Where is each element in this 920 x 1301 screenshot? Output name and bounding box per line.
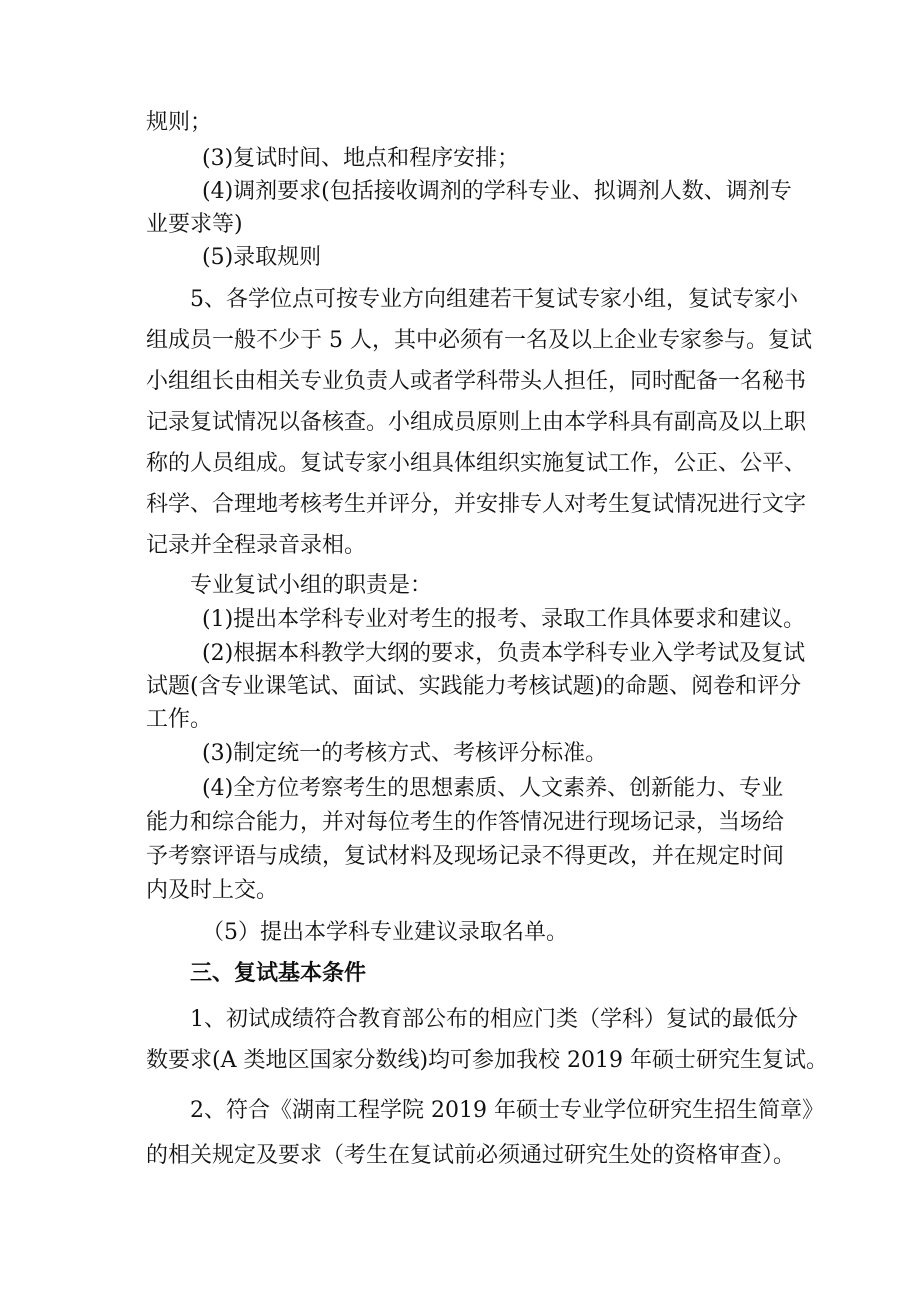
text-line: 专业复试小组的职责是： [190, 573, 433, 598]
text-line: 1、初试成绩符合教育部公布的相应门类（学科）复试的最低分 [190, 1007, 798, 1032]
text-line: 业要求等) [146, 212, 243, 237]
text-line: (4)全方位考察考生的思想素质、人文素养、创新能力、专业 [202, 776, 784, 801]
text-line: (2)根据本科教学大纲的要求，负责本学科专业入学考试及复试 [202, 641, 806, 666]
text-line: 5、各学位点可按专业方向组建若干复试专家小组，复试专家小 [190, 287, 798, 312]
text-line: 2、符合《湖南工程学院 2019 年硕士专业学位研究生招生简章》 [190, 1098, 824, 1123]
text-line: 能力和综合能力，并对每位考生的作答情况进行现场记录，当场给 [146, 810, 785, 835]
text-line: 记录复试情况以备核查。小组成员原则上由本学科具有副高及以上职 [146, 410, 807, 435]
text-line: (4)调剂要求(包括接收调剂的学科专业、拟调剂人数、调剂专 [202, 179, 792, 204]
text-line: （5）提出本学科专业建议录取名单。 [202, 920, 568, 945]
text-line: 称的人员组成。复试专家小组具体组织实施复试工作，公正、公平、 [146, 451, 807, 476]
text-line: 工作。 [146, 707, 213, 732]
text-line: 科学、合理地考核考生并评分，并安排专人对考生复试情况进行文字 [146, 492, 807, 517]
text-line: 试题(含专业课笔试、面试、实践能力考核试题)的命题、阅卷和评分 [146, 674, 802, 699]
text-line: (1)提出本学科专业对考生的报考、录取工作具体要求和建议。 [202, 607, 806, 632]
text-line: 小组组长由相关专业负责人或者学科带头人担任，同时配备一名秘书 [146, 369, 807, 394]
text-line: 组成员一般不少于 5 人，其中必须有一名及以上企业专家参与。复试 [146, 328, 812, 353]
text-line: 予考察评语与成绩，复试材料及现场记录不得更改，并在规定时间 [146, 844, 785, 869]
text-line: 规则； [146, 110, 213, 135]
text-line: (3)复试时间、地点和程序安排； [202, 146, 520, 171]
text-line: 记录并全程录音录相。 [146, 533, 367, 558]
text-line: 的相关规定及要求（考生在复试前必须通过研究生处的资格审查）。 [146, 1143, 796, 1168]
text-line: (3)制定统一的考核方式、考核评分标准。 [202, 741, 608, 766]
text-line: 内及时上交。 [146, 878, 279, 903]
text-line: (5)录取规则 [202, 245, 322, 270]
text-line: 数要求(A 类地区国家分数线)均可参加我校 2019 年硕士研究生复试。 [146, 1048, 829, 1073]
section-heading: 三、复试基本条件 [190, 961, 367, 986]
